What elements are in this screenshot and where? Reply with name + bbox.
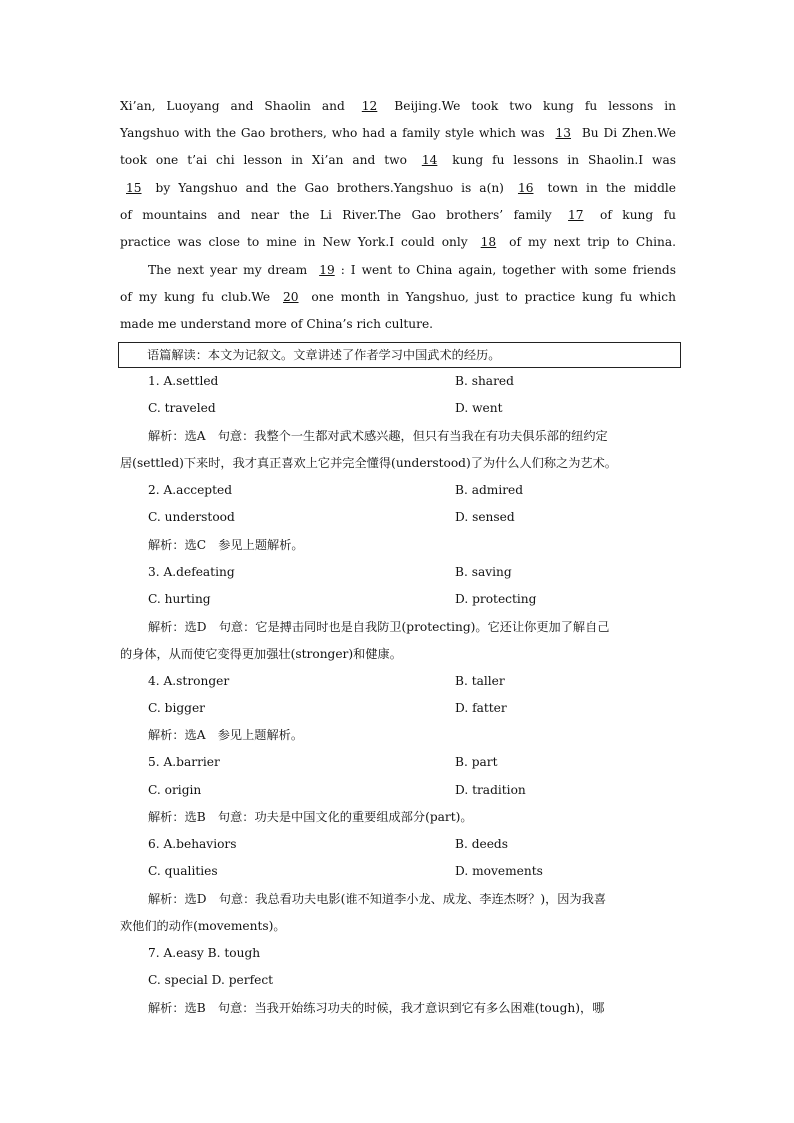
option-c-d: C. special D. perfect bbox=[148, 973, 274, 987]
analysis-cont: 居(settled)下来时，我才真正喜欢上它并完全懂得(understood)了为什么人们称之为艺术。 bbox=[120, 456, 617, 470]
passage-line: The next year my dream 19 : I went to China again, together with some friends bbox=[148, 263, 676, 277]
analysis: 解析：选D 句意：我总看功夫电影(谁不知道李小龙、成龙、李连杰呀？)，因为我喜 bbox=[148, 892, 607, 906]
analysis: 解析：选B 句意：当我开始练习功夫的时候，我才意识到它有多么困难(tough)，哪 bbox=[148, 1001, 605, 1015]
option-a: 6. A.behaviors bbox=[148, 837, 237, 851]
passage-line: took one t’ai chi lesson in Xi’an and two 14 kung fu lessons in Shaolin.I was bbox=[120, 153, 676, 167]
option-a: 3. A.defeating bbox=[148, 565, 235, 579]
option-c: C. qualities bbox=[148, 864, 218, 878]
option-c: C. origin bbox=[148, 783, 202, 797]
analysis: 解析：选A 参见上题解析。 bbox=[148, 728, 304, 742]
blank-12: 12 bbox=[361, 99, 378, 113]
option-d: D. fatter bbox=[455, 701, 507, 715]
option-d: D. protecting bbox=[455, 592, 537, 606]
option-b: B. part bbox=[455, 755, 498, 769]
blank-20: 20 bbox=[283, 290, 299, 304]
option-b: B. deeds bbox=[455, 837, 508, 851]
option-a-b: 7. A.easy B. tough bbox=[148, 946, 261, 960]
analysis: 解析：选B 句意：功夫是中国文化的重要组成部分(part)。 bbox=[148, 810, 473, 824]
option-c: C. bigger bbox=[148, 701, 205, 715]
passage-line: practice was close to mine in New York.I could only 18 of my next trip to China. bbox=[120, 235, 676, 249]
passage-line: made me understand more of China’s rich culture. bbox=[120, 317, 434, 331]
summary-box: 语篇解读：本文为记叙文。文章讲述了作者学习中国武术的经历。 bbox=[118, 342, 681, 368]
option-a: 1. A.settled bbox=[148, 374, 219, 388]
blank-13: 13 bbox=[555, 126, 571, 140]
option-b: B. shared bbox=[455, 374, 514, 388]
option-d: D. sensed bbox=[455, 510, 515, 524]
option-d: D. went bbox=[455, 401, 503, 415]
option-c: C. understood bbox=[148, 510, 235, 524]
option-b: B. saving bbox=[455, 565, 512, 579]
blank-16: 16 bbox=[517, 181, 534, 195]
passage-line: 15 by Yangshuo and the Gao brothers.Yangshuo is a(n) 16 town in the middle bbox=[120, 180, 676, 196]
blank-19: 19 bbox=[319, 263, 335, 277]
blank-18: 18 bbox=[480, 235, 497, 249]
option-a: 4. A.stronger bbox=[148, 674, 230, 688]
blank-15: 15 bbox=[126, 181, 142, 195]
analysis: 解析：选A 句意：我整个一生都对武术感兴趣，但只有当我在有功夫俱乐部的纽约定 bbox=[148, 429, 608, 443]
blank-17: 17 bbox=[568, 208, 584, 222]
option-b: B. admired bbox=[455, 483, 524, 497]
option-d: D. movements bbox=[455, 864, 543, 878]
option-a: 2. A.accepted bbox=[148, 483, 233, 497]
passage-line: of my kung fu club.We 20 one month in Yangshuo, just to practice kung fu which bbox=[120, 290, 676, 304]
option-c: C. hurting bbox=[148, 592, 211, 606]
blank-14: 14 bbox=[421, 153, 438, 167]
option-a: 5. A.barrier bbox=[148, 755, 220, 769]
passage-line: Yangshuo with the Gao brothers, who had a family style which was 13 Bu Di Zhen.We bbox=[120, 126, 676, 140]
analysis: 解析：选C 参见上题解析。 bbox=[148, 538, 304, 552]
passage-line: of mountains and near the Li River.The Gao brothers’ family 17 of kung fu bbox=[120, 208, 676, 222]
option-d: D. tradition bbox=[455, 783, 526, 797]
analysis-cont: 的身体，从而使它变得更加强壮(stronger)和健康。 bbox=[120, 647, 402, 661]
passage-line: Xi’an, Luoyang and Shaolin and 12 Beijing.We took two kung fu lessons in bbox=[120, 99, 676, 113]
option-b: B. taller bbox=[455, 674, 505, 688]
option-c: C. traveled bbox=[148, 401, 216, 415]
analysis-cont: 欢他们的动作(movements)。 bbox=[120, 919, 286, 933]
analysis: 解析：选D 句意：它是搏击同时也是自我防卫(protecting)。它还让你更加了解自己 bbox=[148, 620, 610, 634]
